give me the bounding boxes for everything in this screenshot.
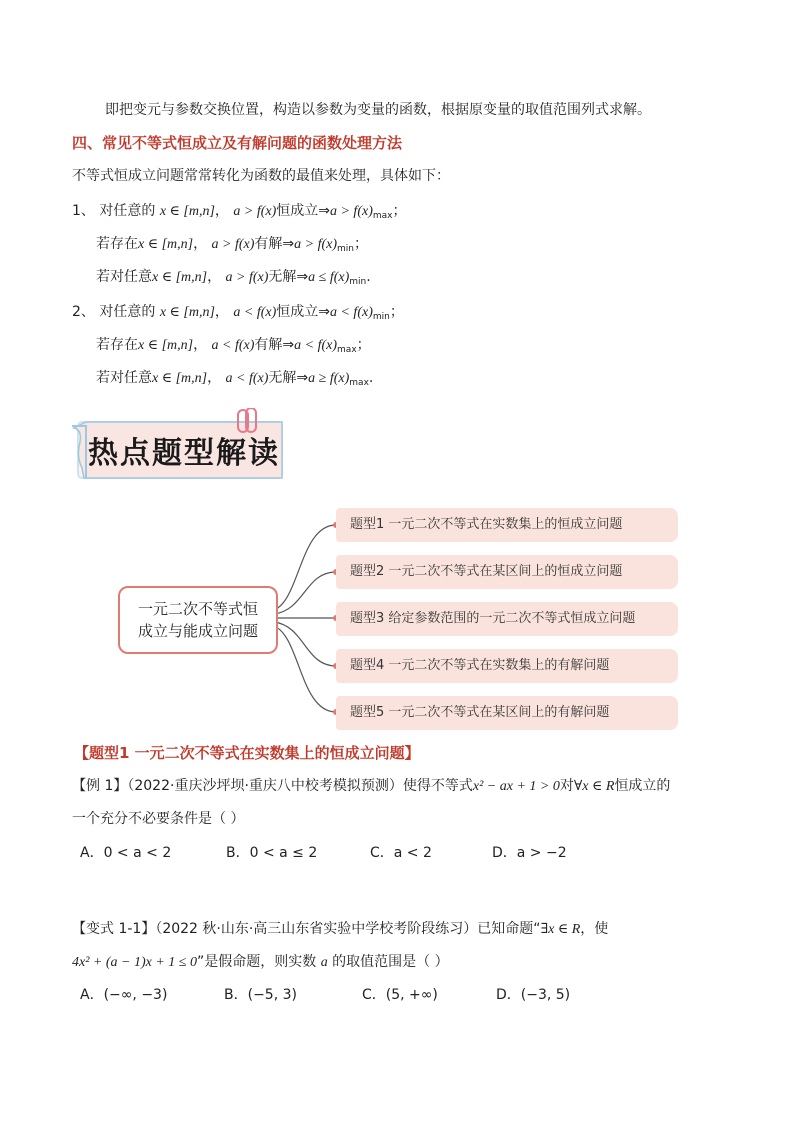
- rule-prefix: 对任意的: [99, 304, 156, 320]
- rule-prefix: 若对任意: [96, 370, 152, 386]
- rule-word: 无解: [268, 370, 297, 386]
- rule-word: 有解: [254, 236, 283, 252]
- variant1-option-b: B．(−5, 3): [224, 987, 297, 1003]
- mindmap-branch-3: 题型3 给定参数范围的一元二次不等式恒成立问题: [336, 602, 678, 636]
- rule-number: 1、: [72, 203, 95, 219]
- variant-var: a: [320, 955, 328, 970]
- rule-prefix: 对任意的: [99, 203, 156, 219]
- rule-set: x ∈ [m,n]: [152, 371, 208, 386]
- rule-condition: a < f(x): [225, 371, 269, 386]
- mindmap-root: [118, 586, 278, 654]
- rule-condition: a < f(x): [233, 305, 277, 320]
- rule-result: a < f(x): [294, 338, 338, 353]
- variant-text: ”是假命题，则实数: [196, 954, 317, 970]
- variant-tail: ，使: [580, 921, 609, 937]
- example1-option-a: A．0 < a < 2: [80, 845, 172, 861]
- rule-1c: 若对任意x ∈ [m,n]， a > f(x)无解⇒a ≤ $f(x)_{min}$.: [96, 269, 371, 287]
- example-inequality: x² − ax + 1 > 0: [472, 779, 560, 794]
- rule-prefix: 若存在: [96, 236, 138, 252]
- rule-subscript: min: [349, 277, 367, 287]
- mindmap-branch-4: 题型4 一元二次不等式在实数集上的有解问题: [336, 649, 678, 683]
- rule-set: x ∈ [m,n]: [152, 270, 208, 285]
- section-title: 四、常见不等式恒成立及有解问题的函数处理方法: [72, 134, 403, 152]
- rule-2a: 2、 对任意的 x ∈ [m,n]， a < f(x)恒成立⇒a < $f(x)_{min}$；: [72, 304, 404, 322]
- rule-result: a > f(x): [294, 237, 338, 252]
- rule-subscript: max: [349, 378, 369, 388]
- rule-subscript: max: [372, 211, 393, 221]
- rule-word: 无解: [268, 269, 297, 285]
- rule-subscript: max: [337, 345, 357, 355]
- type1-heading: 【题型1 一元二次不等式在实数集上的恒成立问题】: [74, 744, 420, 762]
- rule-result: a ≥ f(x): [308, 371, 350, 386]
- rule-set: x ∈ [m,n]: [159, 204, 215, 219]
- rule-subscript: min: [337, 244, 355, 254]
- example1-option-c: C．a < 2: [370, 845, 432, 861]
- example-source: （2022·重庆沙坪坝·重庆八中校考模拟预测）使得不等式: [127, 778, 473, 794]
- mindmap-branch-5: 题型5 一元二次不等式在某区间上的有解问题: [336, 696, 678, 730]
- rule-condition: a > f(x): [233, 204, 277, 219]
- rule-word: 恒成立: [276, 304, 319, 320]
- rule-result: a ≤ f(x): [308, 270, 350, 285]
- rule-condition: a > f(x): [211, 237, 255, 252]
- example-tail: 恒成立的: [614, 778, 671, 794]
- rule-number: 2、: [72, 304, 95, 320]
- variant1-option-c: C．(5, +∞): [362, 987, 438, 1003]
- rule-set: x ∈ [m,n]: [138, 237, 194, 252]
- rule-condition: a < f(x): [211, 338, 255, 353]
- rule-set: x ∈ [m,n]: [159, 305, 215, 320]
- variant1-line2: [72, 952, 449, 973]
- variant1-option-a: A．(−∞, −3): [80, 987, 168, 1003]
- mindmap-root-line: 一元二次不等式恒: [137, 600, 258, 618]
- rule-2b: 若存在x ∈ [m,n]， a < f(x)有解⇒a < $f(x)_{max}$；: [96, 337, 371, 355]
- variant1-option-d: D．(−3, 5): [496, 987, 571, 1003]
- variant-end: 的取值范围是（ ）: [332, 954, 449, 970]
- example-quantifier: ∀x ∈ R: [573, 779, 615, 794]
- example1-line1: [72, 776, 670, 797]
- example1-option-b: B．0 < a ≤ 2: [226, 845, 318, 861]
- rule-result: a > f(x): [329, 204, 373, 219]
- mindmap-branch-1: 题型1 一元二次不等式在实数集上的恒成立问题: [336, 508, 678, 542]
- rule-word: 恒成立: [276, 203, 319, 219]
- variant1-line1: [72, 919, 608, 940]
- rule-subscript: min: [372, 312, 390, 322]
- intro-line: 即把变元与参数交换位置，构造以参数为变量的函数，根据原变量的取值范围列式求解。: [105, 102, 651, 118]
- variant-inequality: 4x² + (a − 1)x + 1 ≤ 0: [72, 955, 197, 970]
- rule-prefix: 若对任意: [96, 269, 152, 285]
- variant-source: （2022 秋·山东·高三山东省实验中学校考阶段练习）已知命题“: [155, 921, 541, 937]
- rule-1a: 1、 对任意的 x ∈ [m,n]， a > f(x)恒成立⇒a > $f(x)_{max}$；: [72, 203, 407, 221]
- rule-condition: a > f(x): [225, 270, 269, 285]
- example-mid: 对: [559, 778, 574, 794]
- example-label: 【例 1】: [72, 778, 128, 794]
- example1-option-d: D．a > −2: [492, 845, 567, 861]
- variant-proposition: ∃x ∈ R: [540, 922, 581, 937]
- mindmap-root-line: 成立与能成立问题: [137, 622, 258, 640]
- rule-prefix: 若存在: [96, 337, 138, 353]
- rule-1b: 若存在x ∈ [m,n]， a > f(x)有解⇒a > $f(x)_{min}$；: [96, 236, 369, 254]
- rule-result: a < f(x): [329, 305, 373, 320]
- mindmap-branch-2: 题型2 一元二次不等式在某区间上的恒成立问题: [336, 555, 678, 589]
- rule-set: x ∈ [m,n]: [138, 338, 194, 353]
- banner-title: 热点题型解读: [88, 436, 280, 471]
- rule-2c: 若对任意x ∈ [m,n]， a < f(x)无解⇒a ≥ $f(x)_{max}$.: [96, 370, 374, 388]
- rule-word: 有解: [254, 337, 283, 353]
- example1-line2: 一个充分不必要条件是（ ）: [72, 811, 245, 827]
- variant-label: 【变式 1-1】: [72, 921, 156, 937]
- section-intro: 不等式恒成立问题常常转化为函数的最值来处理，具体如下：: [72, 168, 450, 184]
